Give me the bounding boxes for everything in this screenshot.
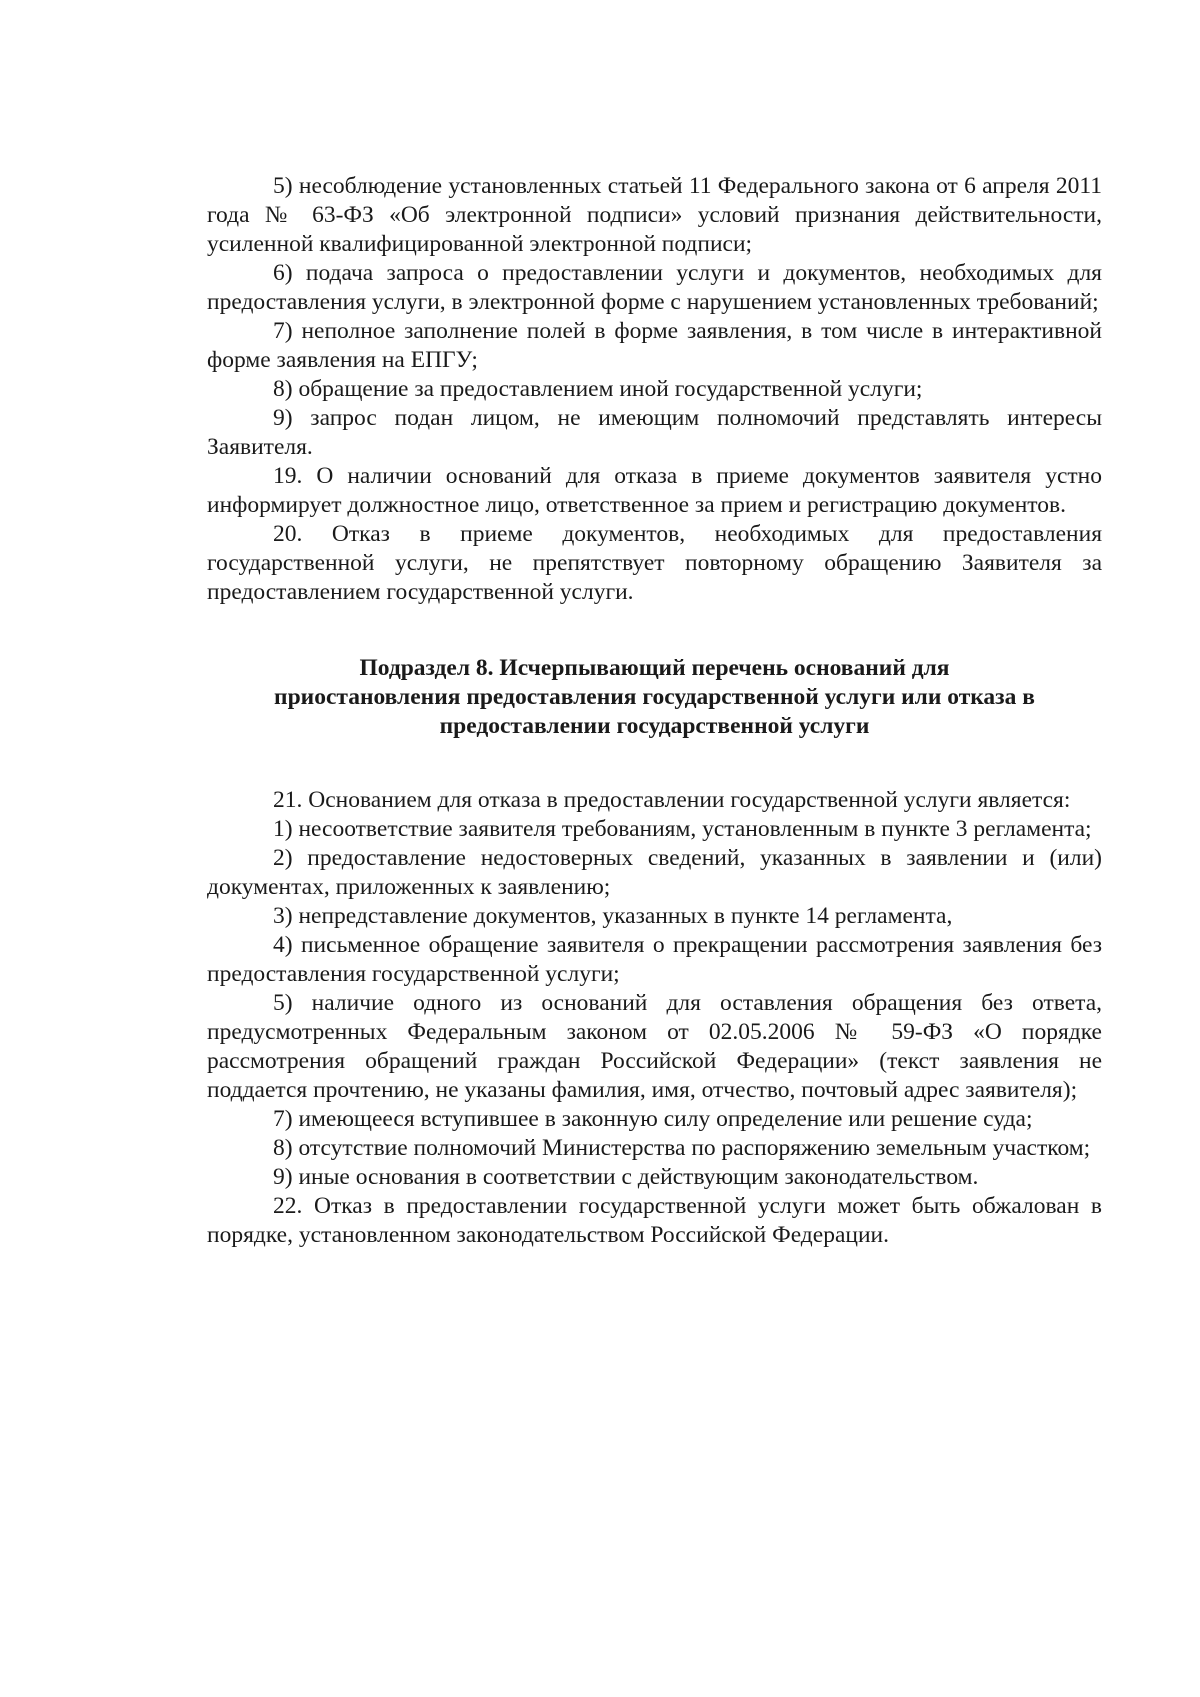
paragraph: 8) обращение за предоставлением иной государственной услуги; [273, 376, 923, 402]
section-heading [207, 654, 1102, 741]
paragraph: 2) предоставление недостоверных сведений, указанных в заявлении и (или) документах, приложенных к заявлению; [207, 845, 1102, 900]
paragraph: 6) подача запроса о предоставлении услуги и документов, необходимых для предоставления услуги, в электронной форме с нарушением установленных требований; [207, 260, 1102, 315]
paragraph: 1) несоответствие заявителя требованиям, установленным в пункте 3 регламента; [273, 816, 1092, 842]
paragraph: 7) имеющееся вступившее в законную силу определение или решение суда; [273, 1106, 1033, 1132]
paragraph: 9) запрос подан лицом, не имеющим полномочий представлять интересы Заявителя. [207, 405, 1102, 460]
section-heading-line: приостановления предоставления государственной услуги или отказа в [274, 684, 1035, 710]
paragraph: 21. Основанием для отказа в предоставлении государственной услуги является: [273, 787, 1071, 813]
paragraph: 4) письменное обращение заявителя о прекращении рассмотрения заявления без предоставления государственной услуги; [207, 932, 1102, 987]
paragraph: 3) непредставление документов, указанных в пункте 14 регламента, [273, 903, 953, 929]
paragraph: 19. О наличии оснований для отказа в приеме документов заявителя устно информирует должностное лицо, ответственное за прием и регистрацию документов. [207, 463, 1102, 518]
paragraph: 5) наличие одного из оснований для оставления обращения без ответа, предусмотренных Федеральным законом от 02.05.2006 № 59-ФЗ «О порядке рассмотрения обращений граждан Российской Федерации» (текст заявления не поддается прочтению, не указаны фамилия, имя, отчество, почтовый адрес заявителя); [207, 990, 1102, 1103]
paragraph: 22. Отказ в предоставлении государственной услуги может быть обжалован в порядке, установленном законодательством Российской Федерации. [207, 1193, 1102, 1248]
section-heading-line: Подраздел 8. Исчерпывающий перечень оснований для [359, 655, 950, 681]
paragraph: 8) отсутствие полномочий Министерства по распоряжению земельным участком; [273, 1135, 1091, 1161]
paragraph: 7) неполное заполнение полей в форме заявления, в том числе в интерактивной форме заявления на ЕПГУ; [207, 318, 1102, 373]
section-heading-line: предоставлении государственной услуги [439, 713, 870, 739]
document-body [207, 172, 1102, 1250]
paragraph: 9) иные основания в соответствии с действующим законодательством. [273, 1164, 979, 1190]
paragraph: 5) несоблюдение установленных статьей 11 Федерального закона от 6 апреля 2011 года № 63-ФЗ «Об электронной подписи» условий признания действительности, усиленной квалифицированной электронной подписи; [207, 173, 1102, 257]
paragraph: 20. Отказ в приеме документов, необходимых для предоставления государственной услуги, не препятствует повторному обращению Заявителя за предоставлением государственной услуги. [207, 521, 1102, 605]
